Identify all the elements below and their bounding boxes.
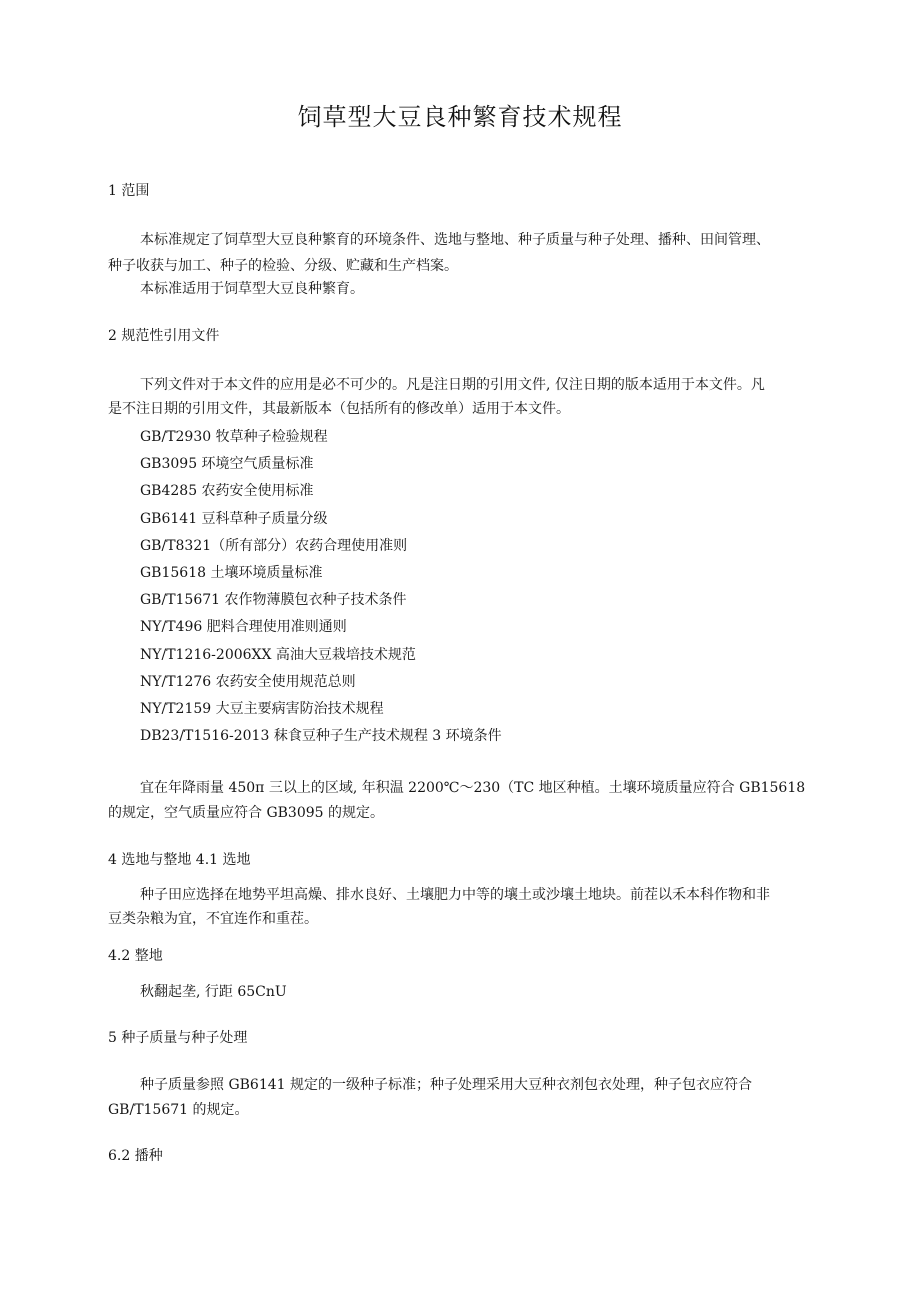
reference-item: GB15618 土壤环境质量标准	[140, 565, 323, 582]
environment-text-line: 宜在年降雨量 450π 三以上的区域, 年积温 2200℃～230（TC 地区种植。土壤环境质量应符合 GB15618	[140, 780, 806, 796]
document-title: 饲草型大豆良种繁育技术规程	[297, 103, 623, 131]
reference-item: NY/T1216-2006XX 高油大豆栽培技术规范	[140, 646, 416, 663]
reference-item: GB/T2930 牧草种子检验规程	[140, 429, 328, 445]
subsection-heading-land-preparation: 4.2 整地	[108, 948, 163, 964]
reference-item: NY/T496 肥料合理使用准则通则	[140, 619, 347, 636]
site-selection-text-line: 种子田应选择在地势平坦高燥、排水良好、土壤肥力中等的壤土或沙壤土地块。前茬以禾本科作物和非	[140, 887, 770, 903]
subsection-heading-sowing: 6.2 播种	[108, 1148, 163, 1164]
site-selection-text-line: 豆类杂粮为宜，不宜连作和重茬。	[108, 911, 318, 927]
reference-item: GB3095 环境空气质量标准	[140, 456, 314, 473]
scope-paragraph-line: 种子收获与加工、种子的检验、分级、贮藏和生产档案。	[108, 258, 458, 274]
scope-applicability-text: 本标准适用于饲草型大豆良种繁育。	[140, 281, 364, 297]
environment-text-line: 的规定，空气质量应符合 GB3095 的规定。	[108, 805, 385, 821]
reference-item: GB/T15671 农作物薄膜包衣种子技术条件	[140, 592, 407, 609]
reference-item: DB23/T1516-2013 秣食豆种子生产技术规程 3 环境条件	[140, 728, 502, 745]
section-heading-scope: 1 范围	[108, 183, 150, 199]
section-heading-seed-quality: 5 种子质量与种子处理	[108, 1030, 248, 1046]
seed-quality-text-line: 种子质量参照 GB6141 规定的一级种子标准；种子处理采用大豆种衣剂包衣处理，种子包衣应符合	[140, 1077, 752, 1093]
section-heading-site-selection: 4 选地与整地 4.1 选地	[108, 852, 251, 868]
reference-item: GB/T8321（所有部分）农药合理使用准则	[140, 537, 408, 554]
reference-item: NY/T2159 大豆主要病害防治技术规程	[140, 701, 384, 718]
land-preparation-text: 秋翻起垄, 行距 65CnU	[140, 984, 287, 1000]
reference-item: GB4285 农药安全使用标准	[140, 483, 314, 500]
scope-paragraph-line: 本标准规定了饲草型大豆良种繁育的环境条件、选地与整地、种子质量与种子处理、播种、田间管理、	[140, 232, 770, 248]
normative-intro-line: 是不注日期的引用文件，其最新版本（包括所有的修改单）适用于本文件。	[108, 401, 570, 417]
reference-item: NY/T1276 农药安全使用规范总则	[140, 673, 356, 690]
normative-intro-line: 下列文件对于本文件的应用是必不可少的。凡是注日期的引用文件, 仅注日期的版本适用于本文件。凡	[140, 377, 765, 393]
reference-list	[140, 424, 502, 750]
reference-item: GB6141 豆科草种子质量分级	[140, 510, 328, 527]
section-heading-normative-references: 2 规范性引用文件	[108, 328, 220, 344]
seed-quality-text-line: GB/T15671 的规定。	[108, 1102, 249, 1118]
